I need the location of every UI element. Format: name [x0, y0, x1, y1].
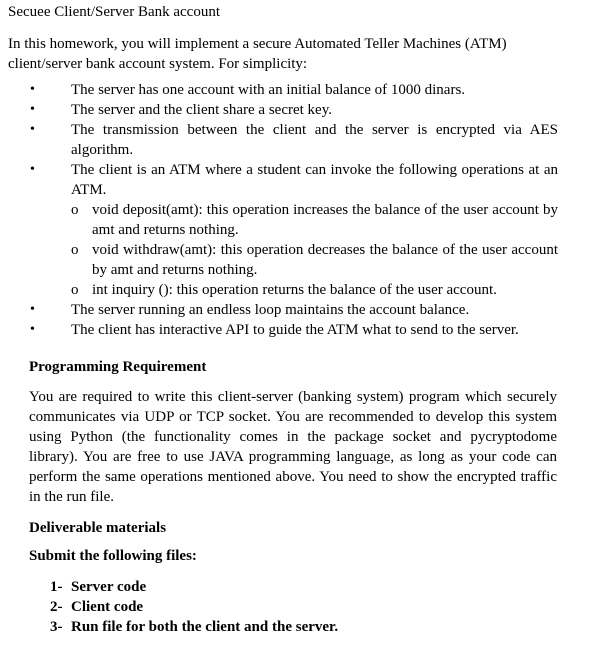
bullet-icon: • [30, 122, 35, 137]
submit-heading: Submit the following files: [29, 548, 197, 564]
list-item [0, 300, 558, 320]
list-item-text: The server has one account with an initial balance of 1000 dinars. [71, 82, 466, 98]
programming-paragraph: You are required to write this client-server (banking system) program which securely communicates via UDP or TCP socket. You are recommended to develop this system using Python (the functionality comes in the package socket and pycryptodome library). You are free to use JAVA programming language, as long as your code can perform the same operations mentioned above. You need to show the encrypted traffic in the run file. [29, 389, 557, 505]
document-title: Secuee Client/Server Bank account [8, 4, 221, 20]
file-item [50, 577, 338, 597]
sub-list-item [71, 200, 558, 240]
file-label: Server code [71, 579, 147, 595]
sub-list-item-text: void deposit(amt): this operation increases the balance of the user account by amt and returns nothing. [92, 202, 558, 238]
sub-list-item-text: void withdraw(amt): this operation decreases the balance of the user account by amt and returns nothing. [92, 242, 558, 278]
list-item-text: The client has interactive API to guide the ATM what to send to the server. [71, 322, 519, 338]
list-item [0, 120, 558, 160]
circle-bullet-icon: o [71, 242, 79, 258]
sub-list-item-text: int inquiry (): this operation returns the balance of the user account. [92, 282, 497, 298]
file-number: 2- [50, 599, 63, 615]
circle-bullet-icon: o [71, 282, 79, 298]
list-item-text: The transmission between the client and the server is encrypted via AES algorithm. [71, 122, 558, 158]
sub-list-item [71, 240, 558, 280]
operations-list [71, 200, 558, 300]
list-item-text: The server running an endless loop maintains the account balance. [71, 302, 470, 318]
file-item [50, 617, 338, 637]
requirements-list [0, 80, 605, 340]
bullet-icon: • [30, 322, 35, 337]
list-item [0, 320, 558, 340]
deliverables-heading: Deliverable materials [29, 520, 167, 536]
list-item [0, 160, 558, 300]
file-label: Client code [71, 599, 144, 615]
circle-bullet-icon: o [71, 202, 79, 218]
bullet-icon: • [30, 82, 35, 97]
intro-paragraph: In this homework, you will implement a secure Automated Teller Machines (ATM) client/server bank account system. For simplicity: [8, 36, 507, 72]
bullet-icon: • [30, 102, 35, 117]
bullet-icon: • [30, 302, 35, 317]
file-number: 3- [50, 619, 63, 635]
sub-list-item [71, 280, 558, 300]
file-item [50, 597, 338, 617]
file-label: Run file for both the client and the server. [71, 619, 339, 635]
files-list [50, 577, 338, 637]
list-item-text: The client is an ATM where a student can invoke the following operations at an ATM. [71, 162, 558, 198]
list-item-text: The server and the client share a secret key. [71, 102, 332, 118]
bullet-icon: • [30, 162, 35, 177]
list-item [0, 80, 558, 100]
file-number: 1- [50, 579, 63, 595]
list-item [0, 100, 558, 120]
programming-heading: Programming Requirement [29, 359, 207, 375]
